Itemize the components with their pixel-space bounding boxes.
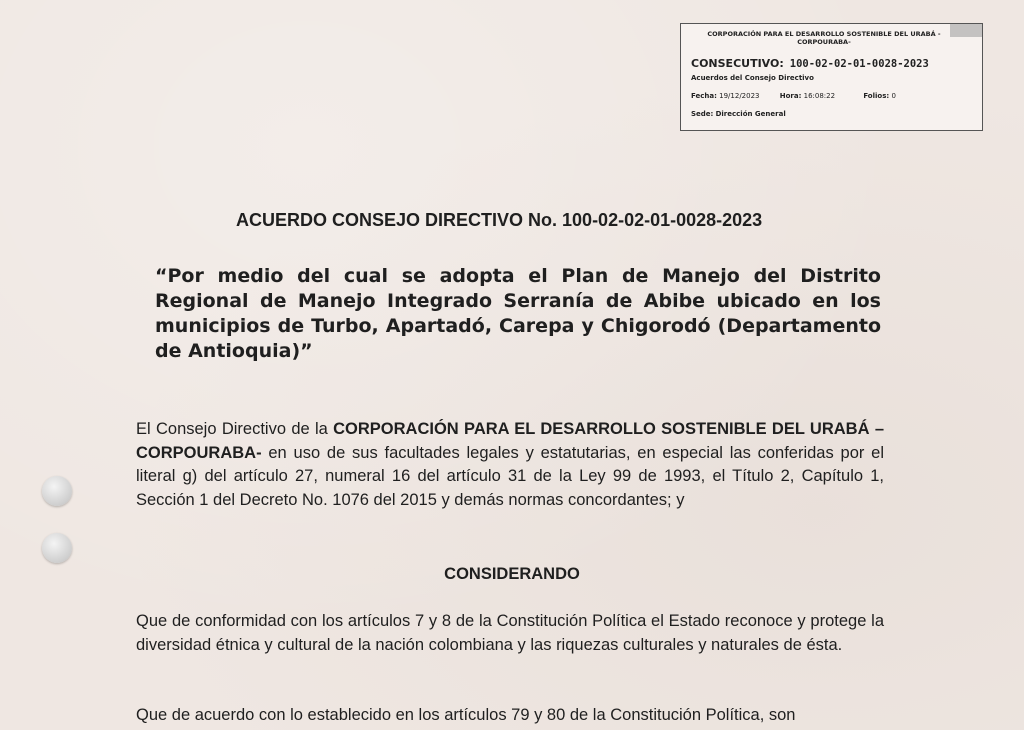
punch-hole-top — [42, 476, 72, 506]
intro-text-start: El Consejo Directivo de la — [136, 420, 334, 438]
stamp-sede-row — [691, 110, 786, 118]
stamp-sede-label: Sede: — [691, 110, 714, 118]
stamp-corner-mark — [950, 24, 982, 37]
filing-stamp — [680, 23, 983, 131]
stamp-folios-value: 0 — [891, 92, 896, 100]
stamp-date-row — [691, 92, 896, 100]
agreement-heading: ACUERDO CONSEJO DIRECTIVO No. 100-02-02-01-0028-2023 — [236, 210, 763, 230]
considerando-paragraph-2: Que de acuerdo con lo establecido en los artículos 79 y 80 de la Constitución Política, son — [136, 706, 796, 724]
stamp-folios-label: Folios: — [863, 92, 890, 100]
stamp-organization: CORPORACIÓN PARA EL DESARROLLO SOSTENIBLE DEL URABÁ -CORPOURABA- — [707, 30, 941, 46]
stamp-sede-value: Dirección General — [715, 110, 786, 118]
section-title: CONSIDERANDO — [444, 565, 580, 583]
stamp-consecutivo-value: 100-02-02-01-0028-2023 — [789, 58, 929, 70]
intro-paragraph — [136, 418, 884, 512]
agreement-title: “Por medio del cual se adopta el Plan de Manejo del Distrito Regional de Manejo Integrado Serranía de Abibe ubicado en los municipios de Turbo, Apartadó, Carepa y Chigorodó (Departamento de Antioquia)” — [155, 265, 881, 362]
stamp-fecha-value: 19/12/2023 — [719, 92, 760, 100]
stamp-hora-label: Hora: — [779, 92, 802, 100]
intro-text-end: en uso de sus facultades legales y estatutarias, en especial las conferidas por el literal g) del artículo 27, numeral 16 del artículo 31 de la Ley 99 de 1993, el Título 2, Capítulo 1, Sección 1 del Decreto No. 1076 del 2015 y demás normas concordantes; y — [136, 443, 884, 509]
stamp-consecutivo — [691, 57, 929, 70]
stamp-doc-type: Acuerdos del Consejo Directivo — [691, 74, 814, 82]
intro-organization: CORPORACIÓN PARA EL DESARROLLO SOSTENIBLE DEL URABÁ –CORPOURABA- — [136, 420, 884, 462]
punch-hole-bottom — [42, 533, 72, 563]
stamp-fecha-label: Fecha: — [691, 92, 717, 100]
considerando-paragraph-1: Que de conformidad con los artículos 7 y 8 de la Constitución Política el Estado reconoce y protege la diversidad étnica y cultural de la nación colombiana y las riquezas culturales y naturales de ésta. — [136, 612, 884, 654]
stamp-hora-value: 16:08:22 — [803, 92, 836, 100]
stamp-consecutivo-label: CONSECUTIVO: — [691, 57, 784, 70]
